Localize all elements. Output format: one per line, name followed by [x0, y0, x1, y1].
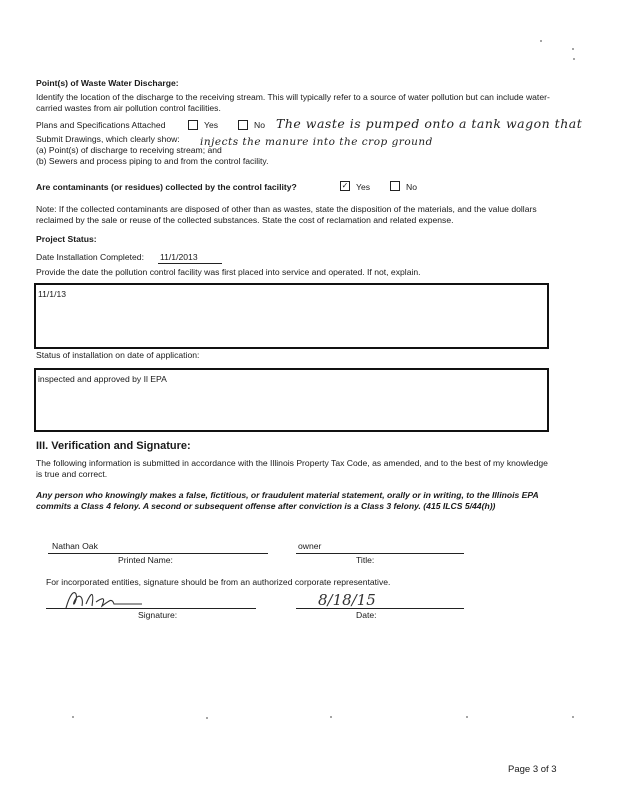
drawings-label: Submit Drawings, which clearly show: [36, 134, 180, 144]
scan-speck [572, 716, 574, 718]
printed-name-value[interactable]: Nathan Oak [52, 541, 98, 551]
drawings-item-b: (b) Sewers and process piping to and from the control facility. [36, 156, 269, 166]
corporate-note: For incorporated entities, signature should be from an authorized corporate representative. [46, 577, 391, 587]
service-date-instruction: Provide the date the pollution control facility was first placed into service and operated. If not, explain. [36, 267, 421, 277]
installation-date-label: Date Installation Completed: [36, 252, 144, 262]
contaminants-no-checkbox[interactable] [390, 181, 400, 191]
plans-no-label: No [254, 120, 265, 130]
handwritten-explanation-line1: The waste is pumped onto a tank wagon that [276, 116, 583, 131]
service-date-box[interactable] [34, 283, 549, 349]
scan-speck [466, 716, 468, 718]
scan-speck [72, 716, 74, 718]
plans-no-checkbox[interactable] [238, 120, 248, 130]
title-line [296, 553, 464, 554]
felony-warning: Any person who knowingly makes a false, fictitious, or fraudulent material statement, orally or in writing, to the Illinois EPA commits a Class 4 felony. A second or subsequent offense after conviction is a Class 3 felony. (415 ILCS 5/44(h)) [36, 490, 539, 511]
verification-heading: III. Verification and Signature: [36, 440, 191, 452]
installation-date-underline [158, 263, 222, 264]
date-line [296, 608, 464, 609]
page-number: Page 3 of 3 [508, 764, 557, 775]
contaminants-no-label: No [406, 182, 417, 192]
handwritten-date: 8/18/15 [318, 591, 376, 609]
title-value[interactable]: owner [298, 541, 322, 551]
discharge-heading: Point(s) of Waste Water Discharge: [36, 78, 179, 88]
check-mark-icon: ✓ [341, 181, 349, 190]
installation-status-value: inspected and approved by Il EPA [38, 374, 167, 384]
printed-name-label: Printed Name: [118, 555, 173, 565]
date-label: Date: [356, 610, 377, 620]
scan-speck [206, 717, 208, 719]
plans-label: Plans and Specifications Attached [36, 120, 166, 130]
installation-date-value[interactable]: 11/1/2013 [160, 252, 198, 262]
discharge-instruction: Identify the location of the discharge to the receiving stream. This will typically refer to a source of water pollution but can include water-carried wastes from air pollution control facilities. [36, 92, 550, 113]
scan-speck [330, 716, 332, 718]
scan-speck [540, 40, 542, 42]
contaminants-yes-checkbox[interactable] [340, 181, 350, 191]
plans-yes-label: Yes [204, 120, 219, 130]
contaminants-note: Note: If the collected contaminants are disposed of other than as wastes, state the disposition of the materials, and the value dollars reclaimed by the sale or reuse of the collected substances. State the cost of reclamation and related expense. [36, 204, 537, 225]
signature-line [46, 608, 256, 609]
printed-name-line [48, 553, 268, 554]
contaminants-question: Are contaminants (or residues) collected by the control facility? [36, 182, 297, 192]
service-date-value: 11/1/13 [38, 289, 67, 299]
signature-label: Signature: [138, 610, 178, 620]
project-status-heading: Project Status: [36, 234, 97, 244]
scan-speck [573, 58, 575, 60]
title-label: Title: [356, 555, 375, 565]
installation-status-box[interactable] [34, 368, 549, 432]
handwritten-explanation-line2: injects the manure into the crop ground [200, 136, 433, 148]
installation-status-label: Status of installation on date of application: [36, 350, 200, 360]
drawings-item-a: (a) Point(s) of discharge to receiving stream; and [36, 145, 222, 155]
plans-yes-checkbox[interactable] [188, 120, 198, 130]
scan-speck [572, 48, 574, 50]
verification-statement: The following information is submitted in accordance with the Illinois Property Tax Code, as amended, and to the best of my knowledge is true and correct. [36, 458, 548, 479]
contaminants-yes-label: Yes [356, 182, 371, 192]
